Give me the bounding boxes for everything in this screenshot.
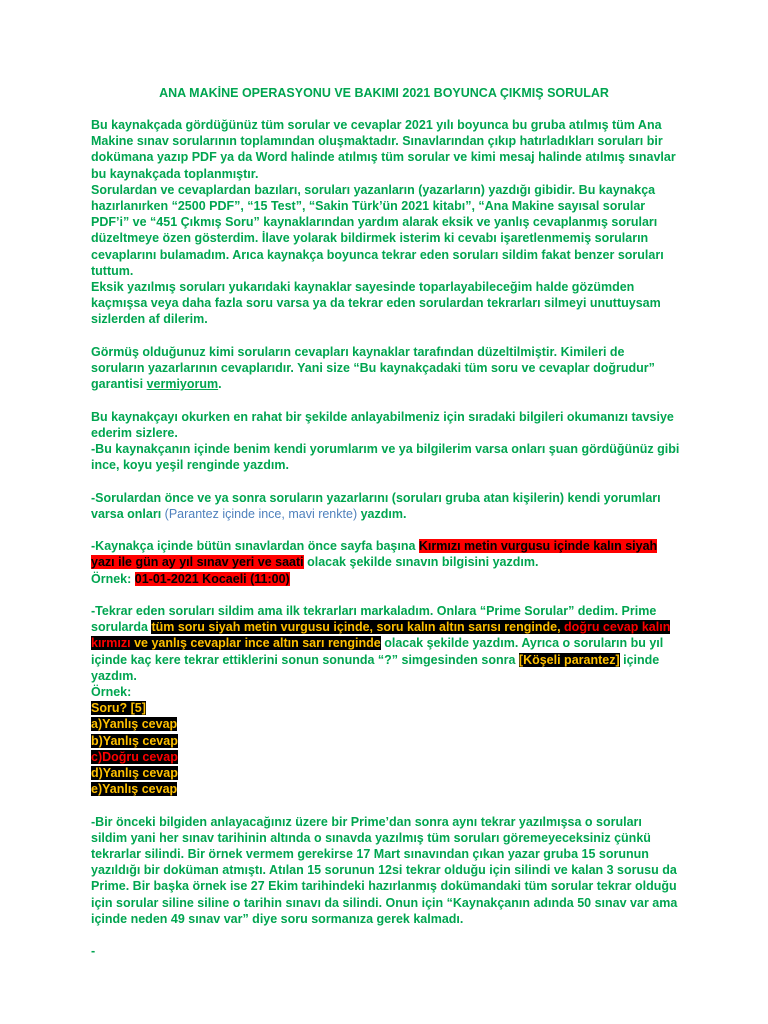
example-option-d-line: [91, 765, 681, 781]
prime-highlight-correct: doğru cevap kalın kırmızı: [91, 620, 671, 651]
paragraph-dash: -: [91, 944, 96, 959]
example-question: Soru? [5]: [91, 701, 146, 716]
prime-text-1: -Tekrar eden soruları sildim ama ilk tekrarları markaladım. Onlara “Prime Sorular” dedim. Prime sorularda: [91, 604, 657, 635]
example-option-c-line: [91, 749, 681, 765]
paragraph-author-comments: [91, 490, 681, 522]
guarantee-end: .: [218, 377, 222, 392]
paragraph-guarantee: [91, 344, 681, 393]
paragraph-reading-advice: Bu kaynakçayı okurken en rahat bir şekilde anlayabilmeniz için sıradaki bilgileri okumanızı tavsiye ederim sizlere.: [91, 409, 674, 440]
prime-highlight-bracket: [Köşeli parantez]: [518, 652, 620, 667]
prime-highlight-wrong: ve yanlış cevaplar ince altın sarı renginde: [130, 636, 381, 651]
example-option-e: e)Yanlış cevap: [91, 782, 178, 797]
example-option-b-line: [91, 733, 681, 749]
paragraph-prime-questions: [91, 603, 681, 684]
exam-header-highlight: Kırmızı metin vurgusu içinde kalın siyah yazı ile gün ay yıl sınav yeri ve saati: [91, 539, 658, 570]
prime-text-2: olacak şekilde yazdım. Ayrıca o soruların bu yıl içinde kaç kere tekrar ettiklerini sonun sonunda “?” simgesinden sonra: [91, 636, 664, 667]
paragraph-sources: Sorulardan ve cevaplardan bazıları, soruları yazanların (yazarların) yazdığı gibidir. Bu kaynakça hazırlanırken “2500 PDF”, “15 Test”, “Sakin Türk’ün 2021 kitabı”, “Ana Makine sayısal sorular PDF’i” ve “451 Çıkmış Soru” kaynaklarından yardım alarak eksik ve yanlış cevaplanmış soruları düzeltmeye özen gösterdim. İlave yolarak bildirmek isterim ki cevabı işaretlenmemiş soruların cevaplarını bulamadım. Arıca kaynakça boyunca tekrar eden soruları sildim fakat benzer soruları tuttum.: [91, 182, 664, 278]
example-question-line: [91, 700, 681, 716]
example-option-b: b)Yanlış cevap: [91, 733, 178, 748]
exam-example-label: Örnek:: [91, 571, 135, 586]
paragraph-own-comments: -Bu kaynakçanın içinde benim kendi yorumlarım ve ya bilgilerim varsa onları şuan gördüğünüz gibi ince, koyu yeşil renginde yazdım.: [91, 442, 680, 473]
prime-highlight-question: tüm soru siyah metin vurgusu içinde, soru kalın altın sarısı renginde,: [151, 620, 565, 635]
paragraph-exam-header: [91, 538, 681, 570]
example-option-a-line: [91, 716, 681, 732]
author-comments-blue: (Parantez içinde ince, mavi renkte): [164, 506, 358, 521]
paragraph-apology: Eksik yazılmış soruları yukarıdaki kaynaklar sayesinde toparlayabileceğim halde gözümden kaçmışsa veya daha fazla soru varsa ya da tekrar eden sorulardan tekrarları silmeyi unuttuysam sizlerden af dilerim.: [91, 280, 661, 327]
prime-text-3: içinde yazdım.: [91, 652, 660, 683]
example-option-d: d)Yanlış cevap: [91, 766, 178, 781]
paragraph-deleted-repeats: -Bir önceki bilgiden anlayacağınız üzere bir Prime’dan sonra aynı tekrar yazılmışsa o soruları sildim yani her sınav tarihinin altında o sınavda yazılmış tüm soruları göremeyeceksiniz çünkü tekrarlar silindi. Bir örnek vermem gerekirse 17 Mart sınavından çıkan yazar gruba 15 sorunun yazıldığı bir doküman atmıştı. Atılan 15 sorunun 12si tekrar olduğu için silindi ve kalan 3 sorusu da Prime. Bir başka örnek ise 27 Ekim tarihindeki hazırlanmış dokümandaki tüm sorular tekrar olduğu için sorular siline siline o tarihin sınavı da silindi. Onun için “Kaynakçanın adında 50 sınav var ama içinde neden 49 sınav var” diye soru sormanıza gerek kalmadı.: [91, 814, 678, 926]
guarantee-underlined: vermiyorum: [146, 377, 219, 392]
exam-header-end: olacak şekilde sınavın bilgisini yazdım.: [303, 555, 539, 570]
guarantee-text: Görmüş olduğunuz kimi soruların cevapları kaynaklar tarafından düzeltilmiştir. Kimileri de soruların yazarlarının cevaplarıdır. Yani size “Bu kaynakçadaki tüm soru ve cevaplar doğrudur” garantisi: [91, 344, 655, 392]
example-label: Örnek:: [91, 685, 132, 700]
paragraph-exam-example: [91, 571, 681, 587]
example-option-e-line: [91, 781, 681, 797]
document-body: [91, 117, 681, 959]
exam-header-text: -Kaynakça içinde bütün sınavlardan önce sayfa başına: [91, 539, 419, 554]
author-comments-end: yazdım.: [357, 506, 407, 521]
exam-example-highlight: 01-01-2021 Kocaeli (11:00): [134, 571, 290, 586]
author-comments-text: -Sorulardan önce ve ya sonra soruların yazarlarını (soruları gruba atan kişilerin) kendi yorumları varsa onları: [91, 490, 661, 521]
paragraph-intro: Bu kaynakçada gördüğünüz tüm sorular ve cevaplar 2021 yılı boyunca bu gruba atılmış tüm Ana Makine sınav sorularının toplamından oluşmaktadır. Sınavlarından çıkıp hatırladıkları soruları bir dokümana yazıp PDF ya da Word halinde atılmış tüm sorular ve kimi mesaj halinde atılmış sınavlar bu kaynakçada toplanmıştır.: [91, 118, 676, 181]
document-title: ANA MAKİNE OPERASYONU VE BAKIMI 2021 BOYUNCA ÇIKMIŞ SORULAR: [159, 86, 609, 100]
example-option-c: c)Doğru cevap: [91, 749, 178, 764]
example-option-a: a)Yanlış cevap: [91, 717, 178, 732]
